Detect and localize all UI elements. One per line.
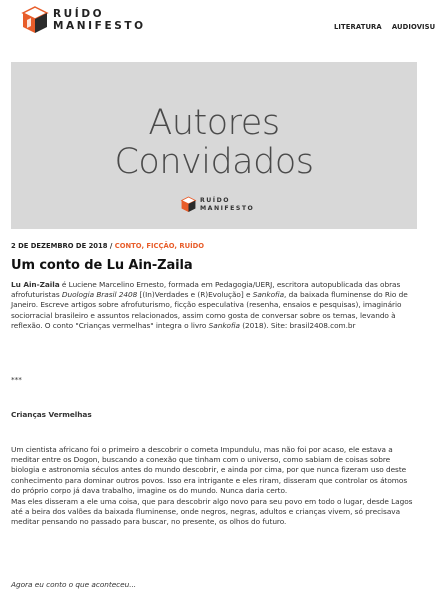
hero-title-line2: Convidados <box>114 142 314 182</box>
cube-logo-icon <box>181 196 196 213</box>
book-title-duologia: Duologia Brasil 2408 <box>61 290 138 300</box>
post-title: Um conto de Lu Ain-Zaila <box>11 258 193 273</box>
post-meta <box>11 242 204 250</box>
post-date: 2 DE DEZEMBRO DE 2018 <box>11 242 108 250</box>
author-name: Lu Ain-Zaila <box>11 280 60 289</box>
post-categories[interactable]: CONTO, FICÇÃO, RUÍDO <box>114 242 205 250</box>
hero-title-line1: Autores <box>148 103 280 143</box>
hero-logo-text-manifesto: MANIFESTO <box>200 205 255 212</box>
site-logo[interactable] <box>22 6 152 34</box>
intro-text-2: [(In)Verdades e (R)Evolução] e <box>137 290 253 300</box>
story-heading: Crianças Vermelhas <box>11 410 92 419</box>
nav-item-literatura[interactable]: LITERATURA <box>334 23 382 31</box>
cube-logo-icon <box>22 6 48 34</box>
story-paragraph-1: Um cientista africano foi o primeiro a descobrir o cometa Impundulu, mas não foi por acaso, ele estava a meditar entre os Dogon, buscando a conexão que tinham com o universo, como sabiam de coisas sobre biologia e astronomia séculos antes do mundo descobrir, e ainda por cima, por que nunca fizeram uso deste conhecimento para dominar outros povos. Isso era intrigante e eles riram, disseram que controlar os átomos do próprio corpo já dava trabalho, imagine os do mundo. Nunca daria certo. <box>11 445 408 495</box>
site-header <box>0 0 436 40</box>
story-paragraph-2: Mas eles disseram a ele uma coisa, que para descobrir algo novo para seu povo em todo o lugar, desde Lagos até a beira dos valões da baixada fluminense, onde negros, negras, adultos e crianças vivem, só precisava meditar pensando no passado para buscar, no presente, os olhos do futuro. <box>11 497 413 527</box>
intro-text-3: , da baixada fluminense do Rio de Janeiro. Escreve artigos sobre afrofuturismo, ficção especulativa (resenha, ensaios e pesquisas), imaginário sociorracial brasileiro e assuntos relacionados, assim como gosta de conversar sobre os temas, levando à reflexão. O conto "Crianças vermelhas" integra o livro <box>11 290 408 330</box>
author-intro <box>11 280 417 331</box>
featured-image <box>11 62 417 229</box>
meta-separator: / <box>107 242 115 250</box>
intro-text-4: (2018). Site: brasil2408.com.br <box>239 320 356 330</box>
book-title-sankofia: Sankofia <box>252 290 285 300</box>
story-paragraph-3: Agora eu conto o que aconteceu... <box>11 580 137 589</box>
book-title-sankofia-2: Sankofia <box>208 320 240 330</box>
hero-logo-text-ruido: RUÍDO <box>200 197 230 204</box>
section-separator: *** <box>11 375 22 384</box>
hero-logo <box>181 196 255 214</box>
nav-item-audiovisual[interactable]: AUDIOVISU <box>391 23 436 31</box>
main-nav <box>334 14 440 33</box>
intro-text-1: é Luciene Marcelino Ernesto, formada em Pedagogia/UERJ, escritora autopublicada das obras afrofuturistas <box>11 280 401 300</box>
logo-text-ruido: RUÍDO <box>53 8 105 20</box>
logo-text-manifesto: MANIFESTO <box>53 20 146 32</box>
